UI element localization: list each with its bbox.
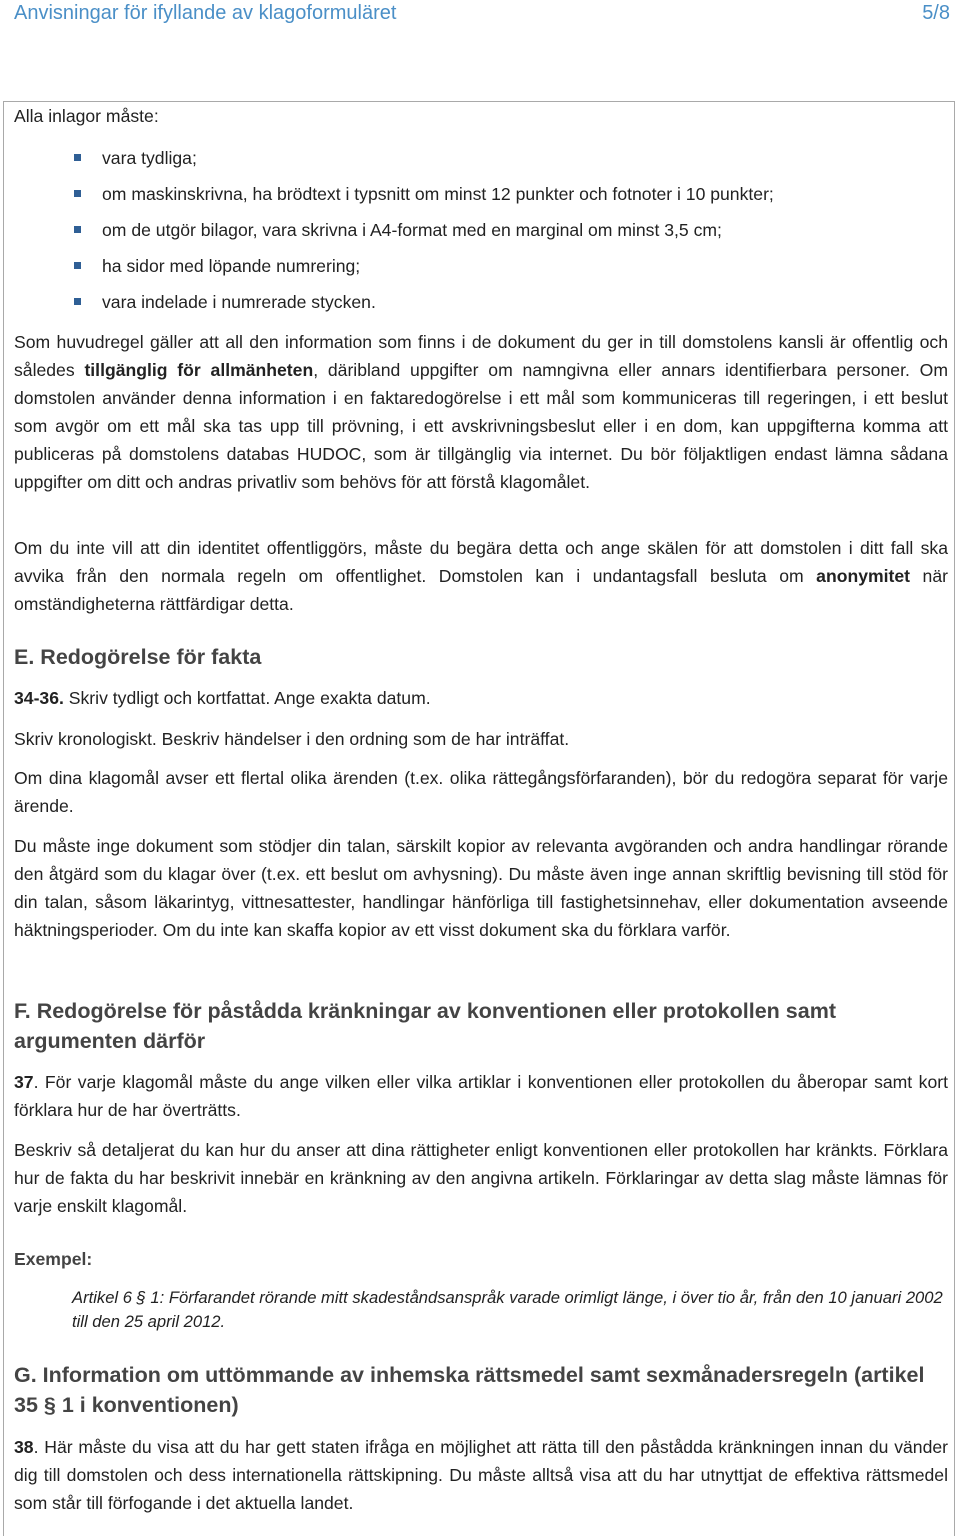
- bullet-square-icon: [74, 262, 81, 269]
- example-text: Artikel 6 § 1: Förfarandet rörande mitt skadeståndsanspråk varade orimligt länge, i över tio år, från den 10 januari 2002 till den 25 april 2012.: [72, 1288, 943, 1331]
- publicity-paragraph: Som huvudregel gäller att all den information som finns i de dokument du ger in till domstolens kansli är offentlig och således tillgänglig för allmänheten, däribland uppgifter om namngivna eller annars identifierbara personer. Om domstolen använder denna information i en faktaredogörelse i ett mål som kommuniceras till regeringen, i ett beslut som avgör om ett mål ska tas upp till prövning, i ett avskrivningsbeslut eller i en dom, kan uppgifterna komma att publiceras på domstolens databas HUDOC, som är tillgänglig via internet. Du bör följaktligen endast lämna sådana uppgifter om ditt och andras privatliv som behövs för att förstå klagomålet.: [14, 332, 948, 492]
- paragraph-number: 38: [14, 1437, 34, 1457]
- paragraph-number: 37: [14, 1072, 34, 1092]
- section-e-heading: E. Redogörelse för fakta: [14, 645, 262, 669]
- section-e-chronology: Skriv kronologiskt. Beskriv händelser i den ordning som de har inträffat.: [14, 729, 570, 749]
- requirements-list: [14, 142, 774, 322]
- section-e-line1: 34-36. Skriv tydligt och kortfattat. Ange exakta datum.: [14, 688, 431, 708]
- list-item-label: vara tydliga;: [102, 148, 197, 168]
- list-item-label: om de utgör bilagor, vara skrivna i A4-format med en marginal om minst 3,5 cm;: [102, 220, 722, 240]
- section-g-heading: G. Information om uttömmande av inhemska rättsmedel samt sexmånadersregeln (artikel 35 § 1 i konventionen): [14, 1363, 925, 1417]
- list-item: [14, 142, 774, 178]
- bullet-square-icon: [74, 190, 81, 197]
- list-item: [14, 286, 774, 322]
- section-e-documents: Du måste inge dokument som stödjer din talan, särskilt kopior av relevanta avgöranden och andra handlingar rörande den åtgärd som du klagar över (t.ex. ett beslut om avhysning). Du måste även inge annan skriftlig bevisning till stöd för din talan, såsom läkarintyg, vittnesattester, handlingar hänförliga till fastighetsinnehav, eller dokumentation avseende häktningsperioder. Om du inte kan skaffa kopior av ett visst dokument ska du förklara varför.: [14, 836, 948, 940]
- emphasis-anonymity: anonymitet: [816, 566, 911, 586]
- list-item-label: om maskinskrivna, ha brödtext i typsnitt om minst 12 punkter och fotnoter i 10 punkter;: [102, 184, 774, 204]
- bullet-square-icon: [74, 154, 81, 161]
- list-item-label: ha sidor med löpande numrering;: [102, 256, 361, 276]
- bullet-square-icon: [74, 298, 81, 305]
- emphasis-public: tillgänglig för allmänheten: [84, 360, 314, 380]
- section-f-heading: F. Redogörelse för påstådda kränkningar av konventionen eller protokollen samt argumenten därför: [14, 999, 836, 1053]
- anonymity-paragraph: Om du inte vill att din identitet offentliggörs, måste du begära detta och ange skälen för att domstolen i ditt fall ska avvika från den normala regeln om offentlighet. Domstolen kan i undantagsfall besluta om anonymitet när omständigheterna rättfärdigar detta.: [14, 538, 948, 614]
- list-item: [14, 214, 774, 250]
- list-item: [14, 250, 774, 286]
- bullet-square-icon: [74, 226, 81, 233]
- section-g-paragraph: 38. Här måste du visa att du har gett staten ifråga en möjlighet att rätta till den påstådda kränkningen innan du vänder dig till domstolen och dess internationella rättskipning. Du måste alltså visa att du har utnyttjat de effektiva rättsmedel som står till förfogande i det aktuella landet.: [14, 1437, 948, 1513]
- paragraph-number: 34-36.: [14, 688, 64, 708]
- header-title: Anvisningar för ifyllande av klagoformuläret: [14, 2, 397, 24]
- example-label: Exempel:: [14, 1249, 93, 1269]
- section-e-multiple: Om dina klagomål avser ett flertal olika ärenden (t.ex. olika rättegångsförfaranden), bör du redogöra separat för varje ärende.: [14, 768, 948, 816]
- list-item: [14, 178, 774, 214]
- section-f-detail: Beskriv så detaljerat du kan hur du anser att dina rättigheter enligt konventionen eller protokollen har kränkts. Förklara hur de fakta du har beskrivit innebär en kränkning av den angivna artikeln. Förklaringar av detta slag måste lämnas för varje enskilt klagomål.: [14, 1140, 948, 1216]
- section-f-intro: 37. För varje klagomål måste du ange vilken eller vilka artiklar i konventionen eller protokollen du åberopar samt kort förklara hur de har överträtts.: [14, 1072, 948, 1120]
- page-number: 5/8: [922, 2, 950, 24]
- intro-text: Alla inlagor måste:: [14, 106, 159, 126]
- list-item-label: vara indelade i numrerade stycken.: [102, 292, 376, 312]
